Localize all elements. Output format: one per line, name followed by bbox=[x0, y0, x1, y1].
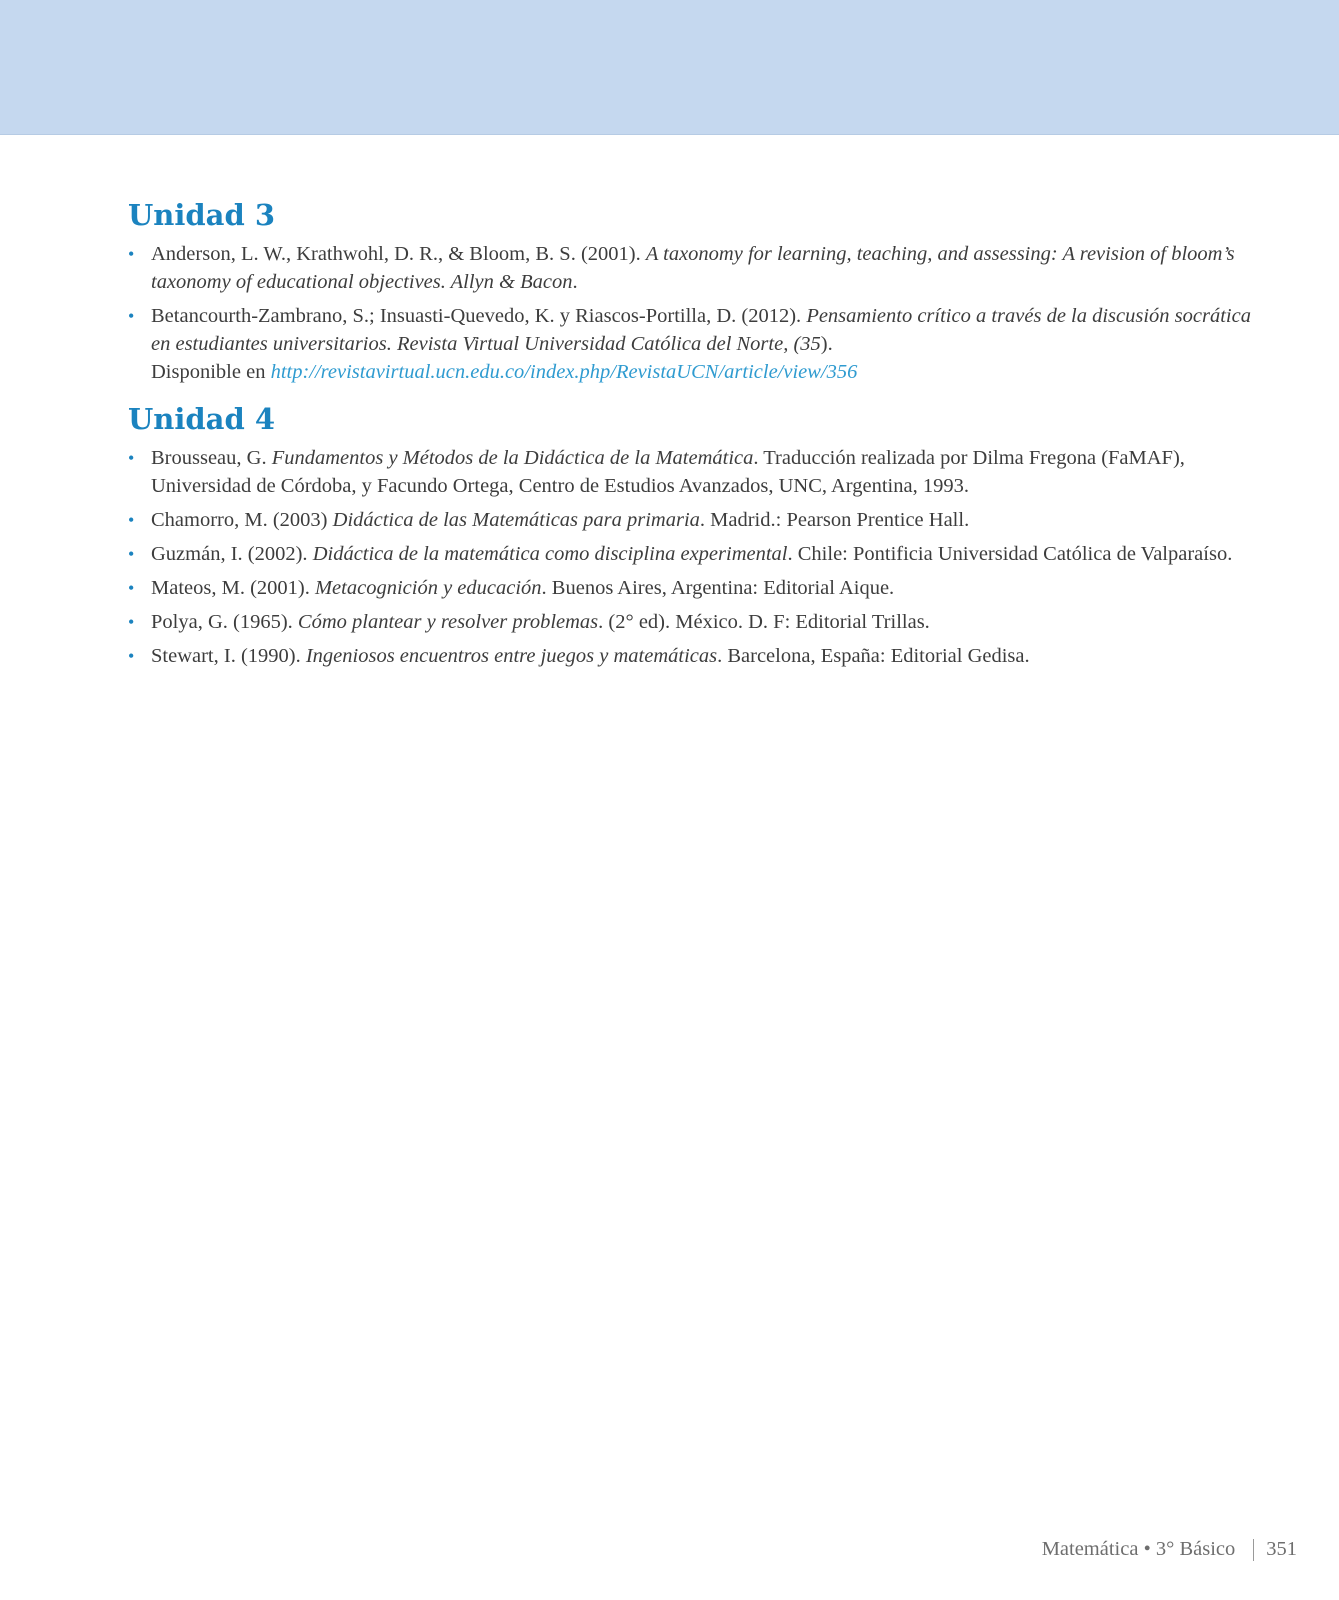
reference-details: . bbox=[572, 271, 578, 293]
reference-item bbox=[128, 608, 1268, 636]
reference-item bbox=[128, 574, 1268, 602]
reference-title: Fundamentos y Métodos de la Didáctica de la Matemática bbox=[271, 447, 754, 469]
section-title-unidad-4: Unidad 4 bbox=[128, 402, 276, 436]
bullet-icon: • bbox=[128, 244, 135, 264]
reference-authors: Brousseau, G. bbox=[151, 447, 272, 469]
reference-details: . Barcelona, España: Editorial Gedisa. bbox=[717, 645, 1030, 667]
reference-item bbox=[128, 540, 1268, 568]
section-title-unidad-3: Unidad 3 bbox=[128, 198, 276, 232]
reference-link[interactable]: http://revistavirtual.ucn.edu.co/index.php/RevistaUCN/article/view/356 bbox=[270, 361, 858, 383]
reference-title: Metacognición y educación bbox=[314, 577, 542, 599]
book-title: Matemática • 3° Básico bbox=[1041, 1538, 1236, 1560]
reference-item bbox=[128, 506, 1268, 534]
reference-list-unidad-3 bbox=[128, 240, 1268, 386]
reference-details: . (2° ed). México. D. F: Editorial Trillas. bbox=[598, 611, 930, 633]
reference-title: Didáctica de la matemática como disciplina experimental bbox=[312, 543, 788, 565]
reference-title: Didáctica de las Matemáticas para primaria bbox=[332, 509, 700, 531]
reference-authors: Stewart, I. (1990). bbox=[151, 645, 306, 667]
reference-authors: Mateos, M. (2001). bbox=[151, 577, 315, 599]
reference-authors: Betancourth-Zambrano, S.; Insuasti-Quevedo, K. y Riascos-Portilla, D. (2012). bbox=[151, 305, 807, 327]
reference-details: . Chile: Pontificia Universidad Católica de Valparaíso. bbox=[787, 543, 1233, 565]
bullet-icon: • bbox=[128, 544, 135, 564]
reference-details: . Buenos Aires, Argentina: Editorial Aique. bbox=[541, 577, 895, 599]
reference-details: . Madrid.: Pearson Prentice Hall. bbox=[699, 509, 970, 531]
reference-details: ). bbox=[820, 333, 833, 355]
footer-divider bbox=[1253, 1539, 1254, 1561]
reference-item bbox=[128, 240, 1268, 296]
reference-title: Pensamiento crítico a través de la discusión socrática en estudiantes universitarios. Revista Virtual Universidad Católica del Norte, (35 bbox=[151, 305, 1251, 355]
reference-item bbox=[128, 444, 1268, 500]
reference-details: . Traducción realizada por Dilma Fregona (FaMAF), Universidad de Córdoba, y Facundo Ortega, Centro de Estudios Avanzados, UNC, Argentina, 1993. bbox=[151, 447, 1185, 497]
reference-authors: Anderson, L. W., Krathwohl, D. R., & Bloom, B. S. (2001). bbox=[151, 243, 646, 265]
page-footer bbox=[1042, 1538, 1297, 1561]
bullet-icon: • bbox=[128, 448, 135, 468]
reference-item bbox=[128, 302, 1268, 386]
references-content bbox=[128, 196, 1268, 676]
bullet-icon: • bbox=[128, 646, 135, 666]
bullet-icon: • bbox=[128, 612, 135, 632]
page-number: 351 bbox=[1266, 1538, 1297, 1560]
reference-title: Cómo plantear y resolver problemas bbox=[297, 611, 599, 633]
reference-title: Ingeniosos encuentros entre juegos y matemáticas bbox=[305, 645, 718, 667]
reference-authors: Polya, G. (1965). bbox=[151, 611, 298, 633]
reference-item bbox=[128, 642, 1268, 670]
reference-authors: Chamorro, M. (2003) bbox=[151, 509, 333, 531]
available-label: Disponible en bbox=[151, 361, 271, 383]
header-band bbox=[0, 0, 1339, 135]
reference-title: A taxonomy for learning, teaching, and assessing: A revision of bloom’s taxonomy of educational objectives. Allyn & Bacon bbox=[151, 243, 1235, 293]
reference-authors: Guzmán, I. (2002). bbox=[151, 543, 313, 565]
bullet-icon: • bbox=[128, 306, 135, 326]
reference-list-unidad-4 bbox=[128, 444, 1268, 670]
bullet-icon: • bbox=[128, 510, 135, 530]
bullet-icon: • bbox=[128, 578, 135, 598]
